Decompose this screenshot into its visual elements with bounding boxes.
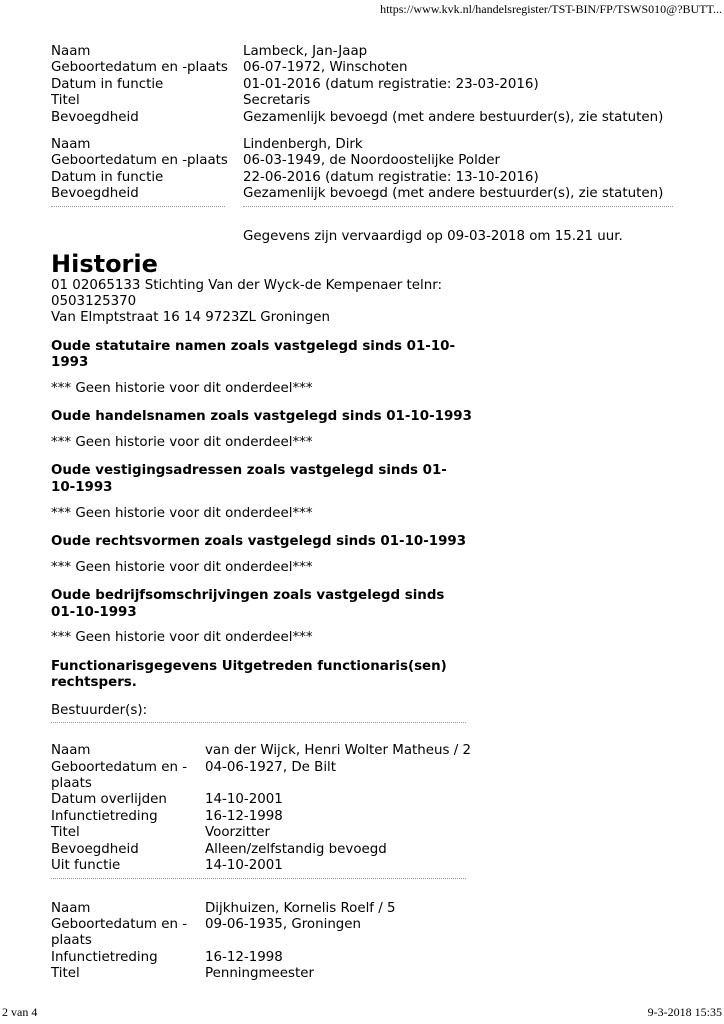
print-header-url: https://www.kvk.nl/handelsregister/TST-BIN/FP/TSWS010@?BUTT...: [380, 2, 722, 16]
kv-row: [51, 858, 691, 874]
section-note: *** Geen historie voor dit onderdeel***: [51, 381, 313, 397]
field-value: 16-12-1998: [205, 808, 283, 824]
field-label: Datum in functie: [51, 169, 164, 185]
field-value: Gezamenlijk bevoegd (met andere bestuurder(s), zie statuten): [243, 109, 664, 125]
kv-row: [51, 743, 691, 759]
field-label: Titel: [51, 93, 80, 109]
section-title: Oude handelsnamen zoals vastgelegd sinds 01-10-1993: [51, 409, 472, 425]
field-value: Secretaris: [243, 93, 311, 109]
section-note: *** Geen historie voor dit onderdeel***: [51, 435, 313, 451]
field-label: Bevoegdheid: [51, 186, 139, 202]
spacer: [51, 879, 691, 901]
kv-row: [51, 93, 691, 109]
field-label: Titel: [51, 966, 80, 982]
kv-row: [51, 917, 691, 950]
kv-row: [51, 966, 691, 982]
kv-row: [51, 77, 691, 93]
kv-row: [51, 137, 691, 153]
kv-row: [51, 809, 691, 825]
field-value: 14-10-2001: [205, 792, 283, 808]
field-label: Geboortedatum en -plaats: [51, 60, 228, 76]
kv-row: [51, 825, 691, 841]
field-value: 04-06-1927, De Bilt: [205, 759, 337, 775]
section-note: *** Geen historie voor dit onderdeel***: [51, 559, 313, 575]
section-title: Oude rechtsvormen zoals vastgelegd sinds 01-10-1993: [51, 534, 467, 550]
historie-line: 0503125370: [51, 294, 137, 310]
section-note: *** Geen historie voor dit onderdeel***: [51, 505, 313, 521]
field-value: Lindenbergh, Dirk: [243, 137, 363, 153]
field-value: Penningmeester: [205, 966, 315, 982]
field-label: Naam: [51, 137, 91, 153]
kv-row: [51, 44, 691, 60]
kv-row: [51, 792, 691, 808]
kv-row: [51, 170, 691, 186]
historie-line: Van Elmptstraat 16 14 9723ZL Groningen: [51, 310, 330, 326]
generated-timestamp-text: Gegevens zijn vervaardigd op 09-03-2018 om 15.21 uur.: [243, 228, 623, 244]
section-note: *** Geen historie voor dit onderdeel***: [51, 630, 313, 646]
kv-row: [51, 901, 691, 917]
kv-row: [51, 60, 691, 76]
field-value: 14-10-2001: [205, 858, 283, 874]
field-value: Gezamenlijk bevoegd (met andere bestuurder(s), zie statuten): [243, 186, 664, 202]
field-value: 22-06-2016 (datum registratie: 13-10-2016): [243, 169, 539, 185]
kv-row: [51, 186, 691, 202]
print-footer-page: 2 van 4: [2, 1005, 38, 1019]
field-label: Uit functie: [51, 858, 121, 874]
field-label: Bevoegdheid: [51, 841, 139, 857]
kv-row: [51, 760, 691, 793]
historie-line: 01 02065133 Stichting Van der Wyck-de Kempenaer telnr:: [51, 277, 442, 293]
field-value: 09-06-1935, Groningen: [205, 916, 362, 932]
field-value: van der Wijck, Henri Wolter Matheus / 2: [205, 743, 472, 759]
person-block: [51, 44, 691, 126]
field-label: Infunctietreding: [51, 808, 158, 824]
field-value: 06-03-1949, de Noordoostelijke Polder: [243, 153, 501, 169]
bestuurders-label: Bestuurder(s):: [51, 702, 148, 718]
document-content: [51, 44, 691, 983]
field-label: Titel: [51, 825, 80, 841]
kv-row: [51, 842, 691, 858]
person-block: [51, 743, 691, 874]
kv-row: [51, 153, 691, 169]
field-label: Datum overlijden: [51, 792, 167, 808]
person-block: [51, 901, 691, 983]
field-value: 01-01-2016 (datum registratie: 23-03-2016): [243, 76, 539, 92]
section-title: Oude vestigingsadressen zoals vastgelegd sinds 01-10-1993: [51, 463, 447, 496]
field-label: Datum in functie: [51, 76, 164, 92]
field-label: Bevoegdheid: [51, 109, 139, 125]
field-label: Naam: [51, 44, 91, 59]
field-value: 16-12-1998: [205, 949, 283, 965]
spacer: [51, 723, 691, 743]
field-label: Geboortedatum en -plaats: [51, 916, 188, 949]
kv-row: [51, 950, 691, 966]
field-label: Infunctietreding: [51, 949, 158, 965]
field-label: Geboortedatum en -plaats: [51, 153, 228, 169]
section-title: Oude statutaire namen zoals vastgelegd sinds 01-10-1993: [51, 338, 456, 371]
field-value: Alleen/zelfstandig bevoegd: [205, 841, 387, 857]
field-value: 06-07-1972, Winschoten: [243, 60, 408, 76]
print-footer-datetime: 9-3-2018 15:35: [647, 1005, 722, 1019]
section-title: Oude bedrijfsomschrijvingen zoals vastgelegd sinds 01-10-1993: [51, 588, 445, 620]
kv-row: [51, 110, 691, 126]
field-value: Lambeck, Jan-Jaap: [243, 44, 368, 59]
field-value: Dijkhuizen, Kornelis Roelf / 5: [205, 900, 396, 916]
spacer: [51, 126, 691, 137]
section-title: Functionarisgegevens Uitgetreden functionaris(sen) rechtspers.: [51, 658, 447, 691]
field-label: Geboortedatum en -plaats: [51, 759, 188, 792]
field-label: Naam: [51, 743, 91, 759]
person-block: [51, 137, 691, 203]
field-label: Naam: [51, 900, 91, 916]
historie-heading: Historie: [51, 249, 158, 278]
field-value: Voorzitter: [205, 825, 271, 841]
